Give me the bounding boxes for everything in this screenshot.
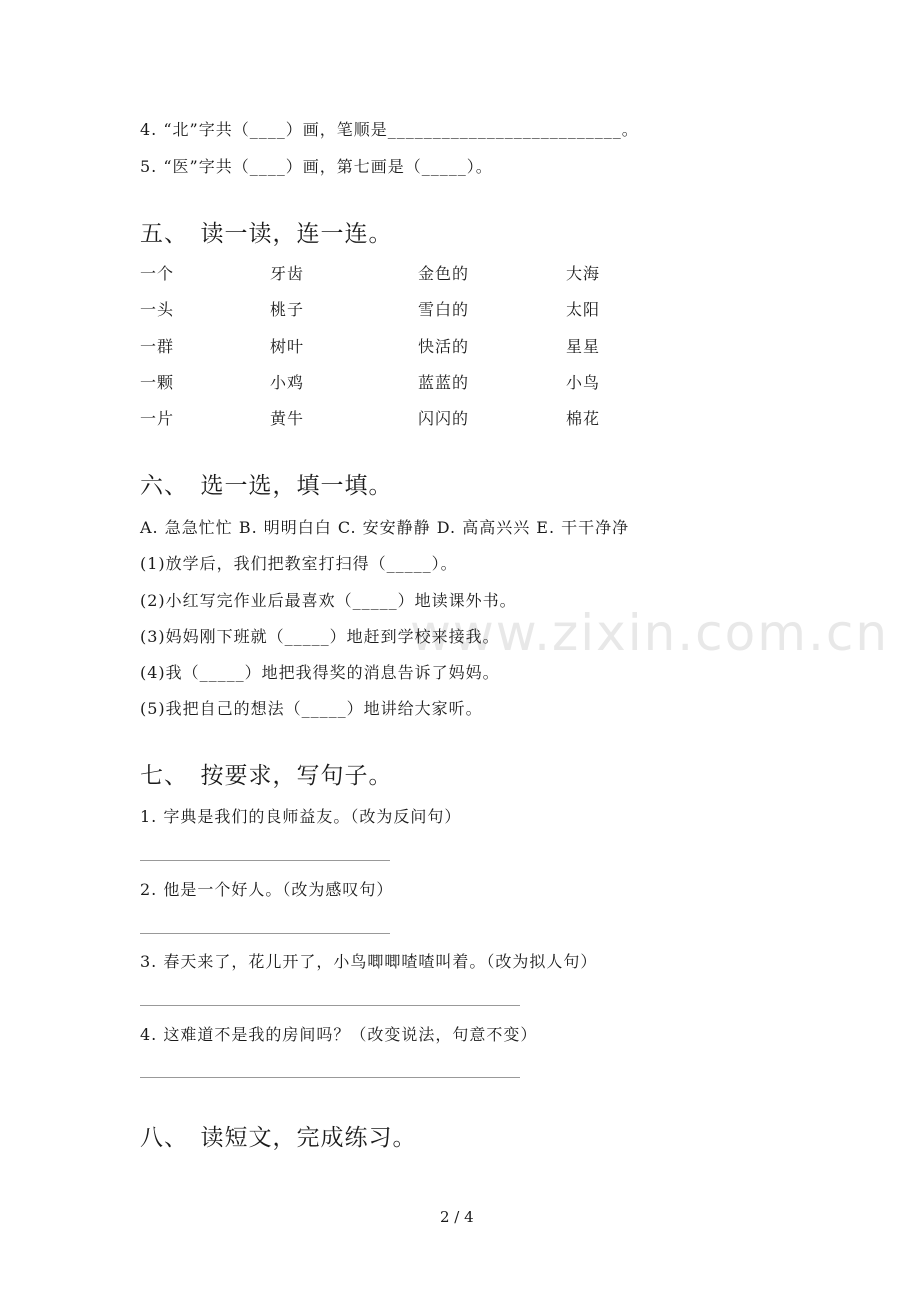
section-6-title: 六、 选一选，填一填。 [140, 473, 393, 499]
grid-cell: 一片 [140, 409, 175, 428]
answer-line[interactable] [140, 933, 390, 934]
grid-cell: 桃子 [270, 300, 305, 319]
grid-cell: 一颗 [140, 373, 175, 392]
grid-cell: 一头 [140, 300, 175, 319]
grid-cell: 蓝蓝的 [418, 373, 470, 392]
grid-cell: 太阳 [566, 300, 601, 319]
answer-line[interactable] [140, 860, 390, 861]
grid-cell: 快活的 [418, 337, 470, 356]
section-8-title: 八、 读短文，完成练习。 [140, 1125, 417, 1151]
grid-cell: 一群 [140, 337, 175, 356]
sentence-question-3: 3. 春天来了，花儿开了，小鸟唧唧喳喳叫着。（改为拟人句） [140, 952, 598, 971]
watermark: www.zixin.com.cn [410, 604, 890, 662]
answer-line[interactable] [140, 1005, 520, 1006]
grid-cell: 小鸡 [270, 373, 305, 392]
stroke-question-4: 4. “北”字共（____）画，笔顺是__________________________。 [140, 120, 639, 139]
fill-item-5: (5)我把自己的想法（_____）地讲给大家听。 [140, 699, 483, 718]
fill-item-1: (1)放学后，我们把教室打扫得（_____）。 [140, 554, 458, 573]
sentence-question-2: 2. 他是一个好人。（改为感叹句） [140, 880, 394, 899]
grid-cell: 牙齿 [270, 264, 305, 283]
section-5-title: 五、 读一读，连一连。 [140, 221, 393, 247]
grid-cell: 小鸟 [566, 373, 601, 392]
fill-item-3: (3)妈妈刚下班就（_____）地赶到学校来接我。 [140, 627, 500, 646]
page-number: 2 / 4 [440, 1208, 474, 1226]
grid-cell: 棉花 [566, 409, 601, 428]
grid-cell: 一个 [140, 264, 175, 283]
fill-item-4: (4)我（_____）地把我得奖的消息告诉了妈妈。 [140, 663, 500, 682]
sentence-question-4: 4. 这难道不是我的房间吗？（改变说法，句意不变） [140, 1025, 538, 1044]
answer-line[interactable] [140, 1077, 520, 1078]
stroke-question-5: 5. “医”字共（____）画，第七画是（_____）。 [140, 157, 493, 176]
grid-cell: 金色的 [418, 264, 470, 283]
options-line: A. 急急忙忙 B. 明明白白 C. 安安静静 D. 高高兴兴 E. 干干净净 [140, 518, 630, 537]
section-7-title: 七、 按要求，写句子。 [140, 763, 393, 789]
grid-cell: 闪闪的 [418, 409, 470, 428]
grid-cell: 雪白的 [418, 300, 470, 319]
sentence-question-1: 1. 字典是我们的良师益友。（改为反问句） [140, 807, 462, 826]
grid-cell: 树叶 [270, 337, 305, 356]
grid-cell: 星星 [566, 337, 601, 356]
grid-cell: 大海 [566, 264, 601, 283]
grid-cell: 黄牛 [270, 409, 305, 428]
fill-item-2: (2)小红写完作业后最喜欢（_____）地读课外书。 [140, 591, 517, 610]
